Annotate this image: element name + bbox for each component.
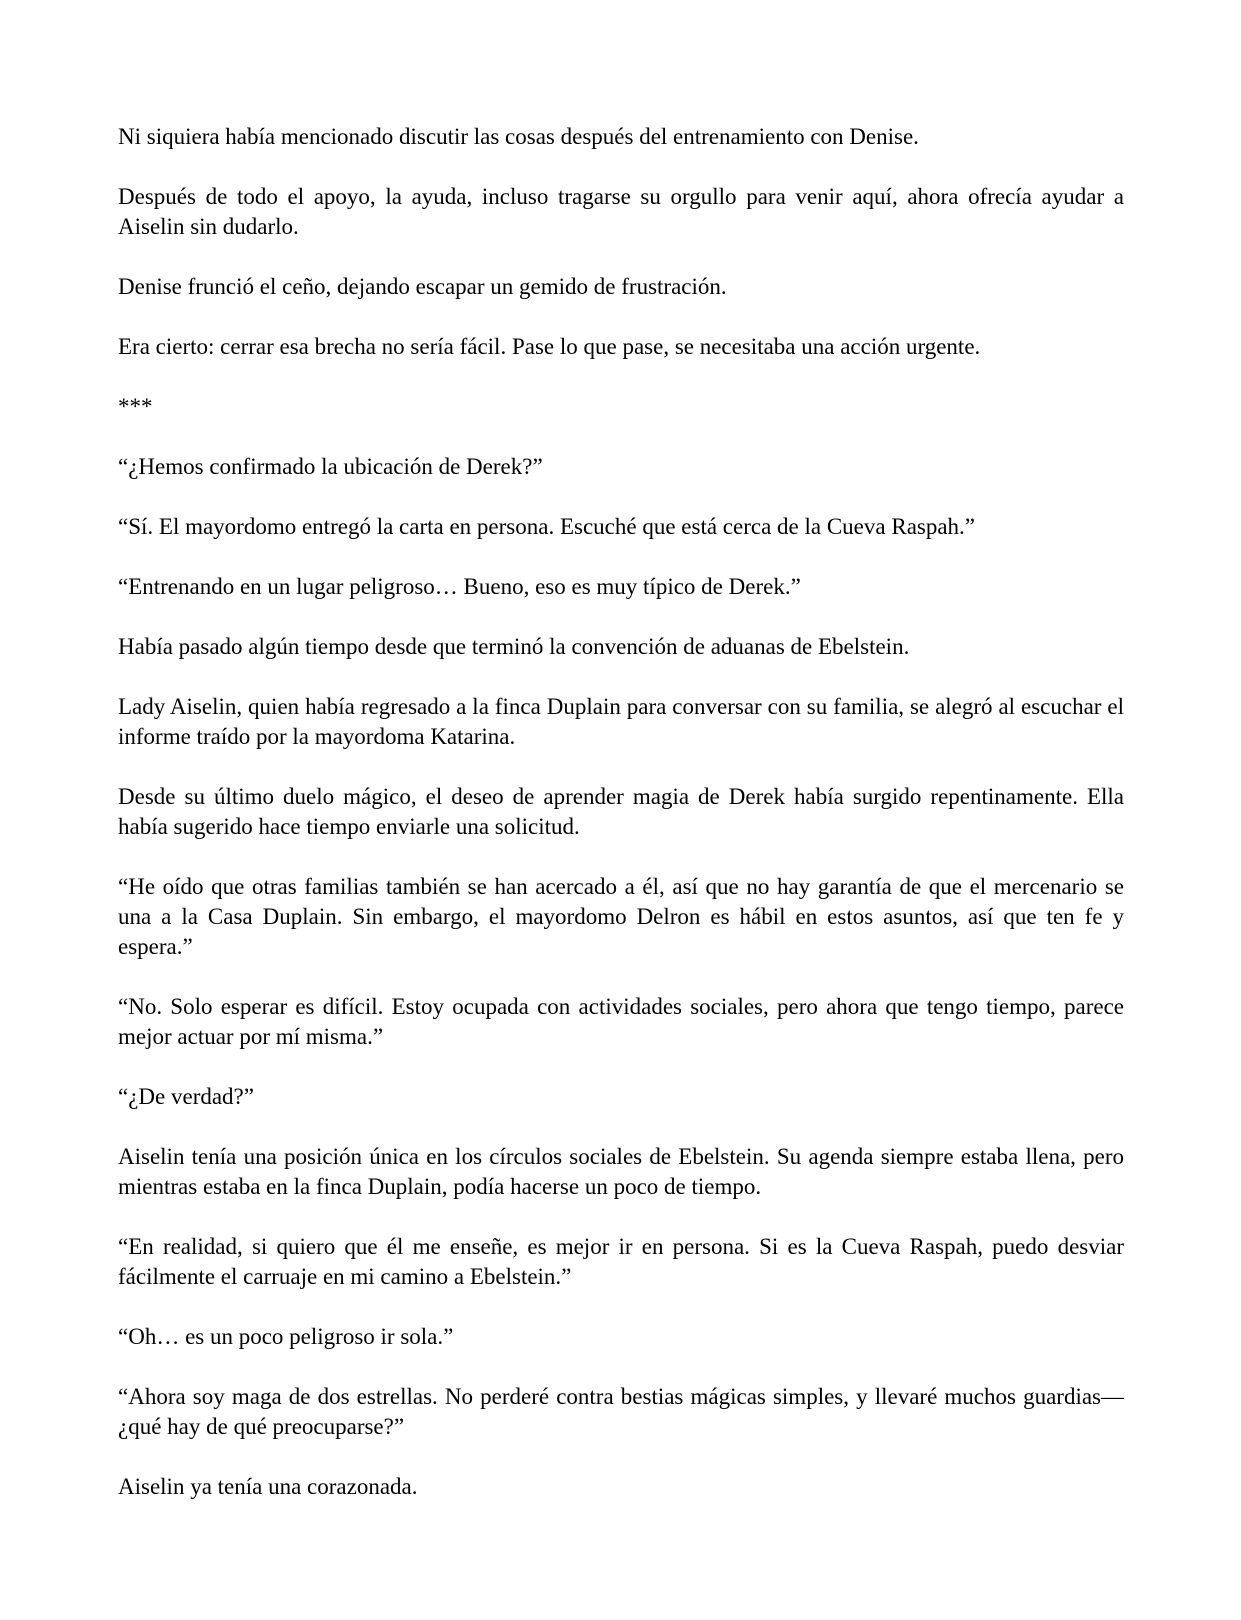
dialogue-paragraph: “He oído que otras familias también se han acercado a él, así que no hay garantía de que el mercenario se una a la Casa Duplain. Sin embargo, el mayordomo Delron es hábil en estos asuntos, así que ten fe y espera.”	[118, 874, 1124, 959]
dialogue-paragraph: “No. Solo esperar es difícil. Estoy ocupada con actividades sociales, pero ahora que tengo tiempo, parece mejor actuar por mí misma.”	[118, 994, 1124, 1049]
dialogue-paragraph: “Entrenando en un lugar peligroso… Bueno, eso es muy típico de Derek.”	[118, 574, 801, 599]
paragraph: Denise frunció el ceño, dejando escapar un gemido de frustración.	[118, 274, 727, 299]
paragraph: Ni siquiera había mencionado discutir las cosas después del entrenamiento con Denise.	[118, 124, 919, 149]
dialogue-paragraph: “¿De verdad?”	[118, 1084, 254, 1109]
paragraph: Había pasado algún tiempo desde que terminó la convención de aduanas de Ebelstein.	[118, 634, 910, 659]
dialogue-paragraph: “Oh… es un poco peligroso ir sola.”	[118, 1324, 454, 1349]
dialogue-paragraph: “¿Hemos confirmado la ubicación de Derek?”	[118, 454, 543, 479]
paragraph: Era cierto: cerrar esa brecha no sería fácil. Pase lo que pase, se necesitaba una acción urgente.	[118, 334, 981, 359]
scene-break: ***	[118, 394, 153, 419]
body-text	[118, 122, 1124, 1532]
dialogue-paragraph: “Sí. El mayordomo entregó la carta en persona. Escuché que está cerca de la Cueva Raspah.”	[118, 514, 976, 539]
dialogue-paragraph: “En realidad, si quiero que él me enseñe, es mejor ir en persona. Si es la Cueva Raspah, puedo desviar fácilmente el carruaje en mi camino a Ebelstein.”	[118, 1234, 1124, 1289]
paragraph: Aiselin ya tenía una corazonada.	[118, 1474, 418, 1499]
paragraph: Después de todo el apoyo, la ayuda, incluso tragarse su orgullo para venir aquí, ahora ofrecía ayudar a Aiselin sin dudarlo.	[118, 184, 1124, 239]
paragraph: Aiselin tenía una posición única en los círculos sociales de Ebelstein. Su agenda siempre estaba llena, pero mientras estaba en la finca Duplain, podía hacerse un poco de tiempo.	[118, 1144, 1124, 1199]
paragraph: Desde su último duelo mágico, el deseo de aprender magia de Derek había surgido repentinamente. Ella había sugerido hace tiempo enviarle una solicitud.	[118, 784, 1124, 839]
paragraph: Lady Aiselin, quien había regresado a la finca Duplain para conversar con su familia, se alegró al escuchar el informe traído por la mayordoma Katarina.	[118, 694, 1124, 749]
dialogue-paragraph: “Ahora soy maga de dos estrellas. No perderé contra bestias mágicas simples, y llevaré muchos guardias—¿qué hay de qué preocuparse?”	[118, 1384, 1124, 1439]
